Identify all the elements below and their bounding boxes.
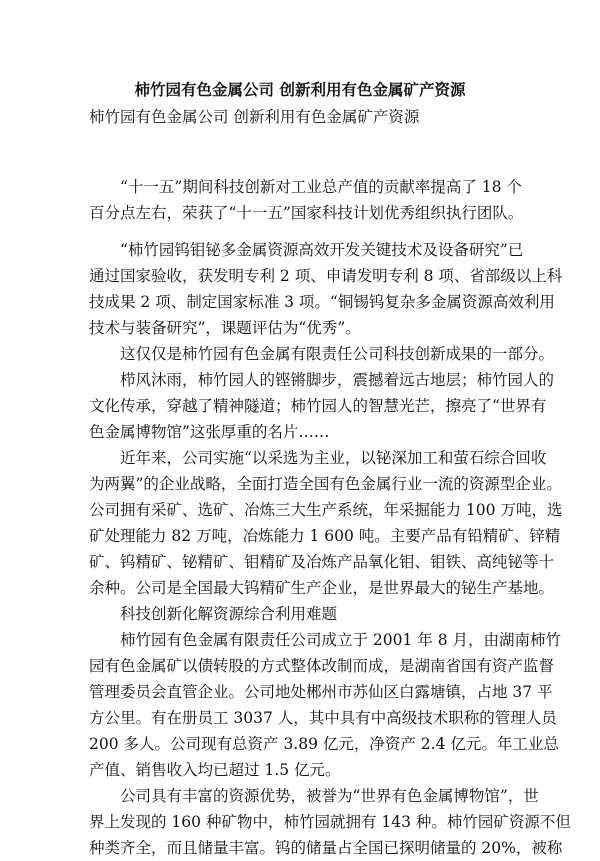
text-line: 近年来，公司实施“以采选为主业，以铋深加工和萤石综合回收 bbox=[120, 449, 547, 467]
text-line: 200 多人。公司现有总资产 3.89 亿元，净资产 2.4 亿元。年工业总 bbox=[89, 735, 559, 753]
document-title: 柿竹园有色金属公司 创新利用有色金属矿产资源 bbox=[134, 80, 466, 99]
text-line: 柿竹园有色金属有限责任公司成立于 2001 年 8 月，由湖南柿竹 bbox=[120, 631, 562, 649]
text-line: 产值、销售收入均已超过 1.5 亿元。 bbox=[89, 761, 341, 779]
text-line: 公司拥有采矿、选矿、冶炼三大生产系统，年采掘能力 100 万吨，选 bbox=[89, 501, 563, 519]
text-line: 百分点左右，荣获了“十一五”国家科技计划优秀组织执行团队。 bbox=[89, 204, 524, 222]
text-line: “柿竹园钨钼铋多金属资源高效开发关键技术及设备研究”已 bbox=[120, 241, 524, 259]
text-line: 种类齐全，而且储量丰富。钨的储量占全国已探明储量的 20%，被称 bbox=[89, 839, 563, 857]
paragraph-3 bbox=[89, 341, 555, 367]
text-line: 为两翼”的企业战略，全面打造全国有色金属行业一流的资源型企业。 bbox=[89, 475, 562, 493]
text-line: 方公里。有在册员工 3037 人，其中具有中高级技术职称的管理人员 bbox=[89, 709, 557, 727]
text-line: 技术与装备研究”，课题评估为“优秀”。 bbox=[89, 319, 361, 337]
text-line: 园有色金属矿以债转股的方式整体改制而成，是湖南省国有资产监督 bbox=[89, 657, 555, 675]
paragraph-6 bbox=[89, 627, 562, 783]
text-line: 这仅仅是柿竹园有色金属有限责任公司科技创新成果的一部分。 bbox=[120, 345, 555, 363]
text-line: 管理委员会直管企业。公司地处郴州市苏仙区白露塘镇，占地 37 平 bbox=[89, 683, 553, 701]
text-line: 通过国家验收，获发明专利 2 项、申请发明专利 8 项、省部级以上科 bbox=[89, 267, 563, 285]
text-line: 技成果 2 项、制定国家标准 3 项。“铜锡钨复杂多金属资源高效利用 bbox=[89, 293, 555, 311]
text-line: 界上发现的 160 种矿物中，柿竹园就拥有 143 种。柿竹园矿资源不但 bbox=[89, 813, 571, 831]
text-line: 色金属博物馆”这张厚重的名片…… bbox=[89, 423, 330, 441]
text-line: 栉风沐雨，柿竹园人的铿锵脚步，震撼着远古地层；柿竹园人的 bbox=[120, 371, 555, 389]
text-line: 矿处理能力 82 万吨，冶炼能力 1 600 吨。主要产品有铅精矿、锌精 bbox=[89, 527, 561, 545]
paragraph-4 bbox=[89, 367, 555, 445]
paragraph-2 bbox=[89, 237, 563, 341]
paragraph-7 bbox=[89, 783, 571, 861]
paragraph-5 bbox=[89, 445, 563, 601]
heading-text: 科技创新化解资源综合利用难题 bbox=[120, 605, 338, 623]
document-subtitle: 柿竹园有色金属公司 创新利用有色金属矿产资源 bbox=[89, 108, 420, 126]
text-line: “十一五”期间科技创新对工业总产值的贡献率提高了 18 个 bbox=[120, 178, 522, 196]
text-line: 余种。公司是全国最大钨精矿生产企业，是世界最大的铋生产基地。 bbox=[89, 579, 555, 597]
section-heading bbox=[89, 601, 519, 627]
paragraph-1 bbox=[89, 174, 524, 226]
text-line: 文化传承，穿越了精神隧道；柿竹园人的智慧光芒，擦亮了“世界有 bbox=[89, 397, 547, 415]
text-line: 公司具有丰富的资源优势，被誉为“世界有色金属博物馆”，世 bbox=[120, 787, 539, 805]
text-line: 矿、钨精矿、铋精矿、钼精矿及冶炼产品氧化钼、钼铁、高纯铋等十 bbox=[89, 553, 555, 571]
